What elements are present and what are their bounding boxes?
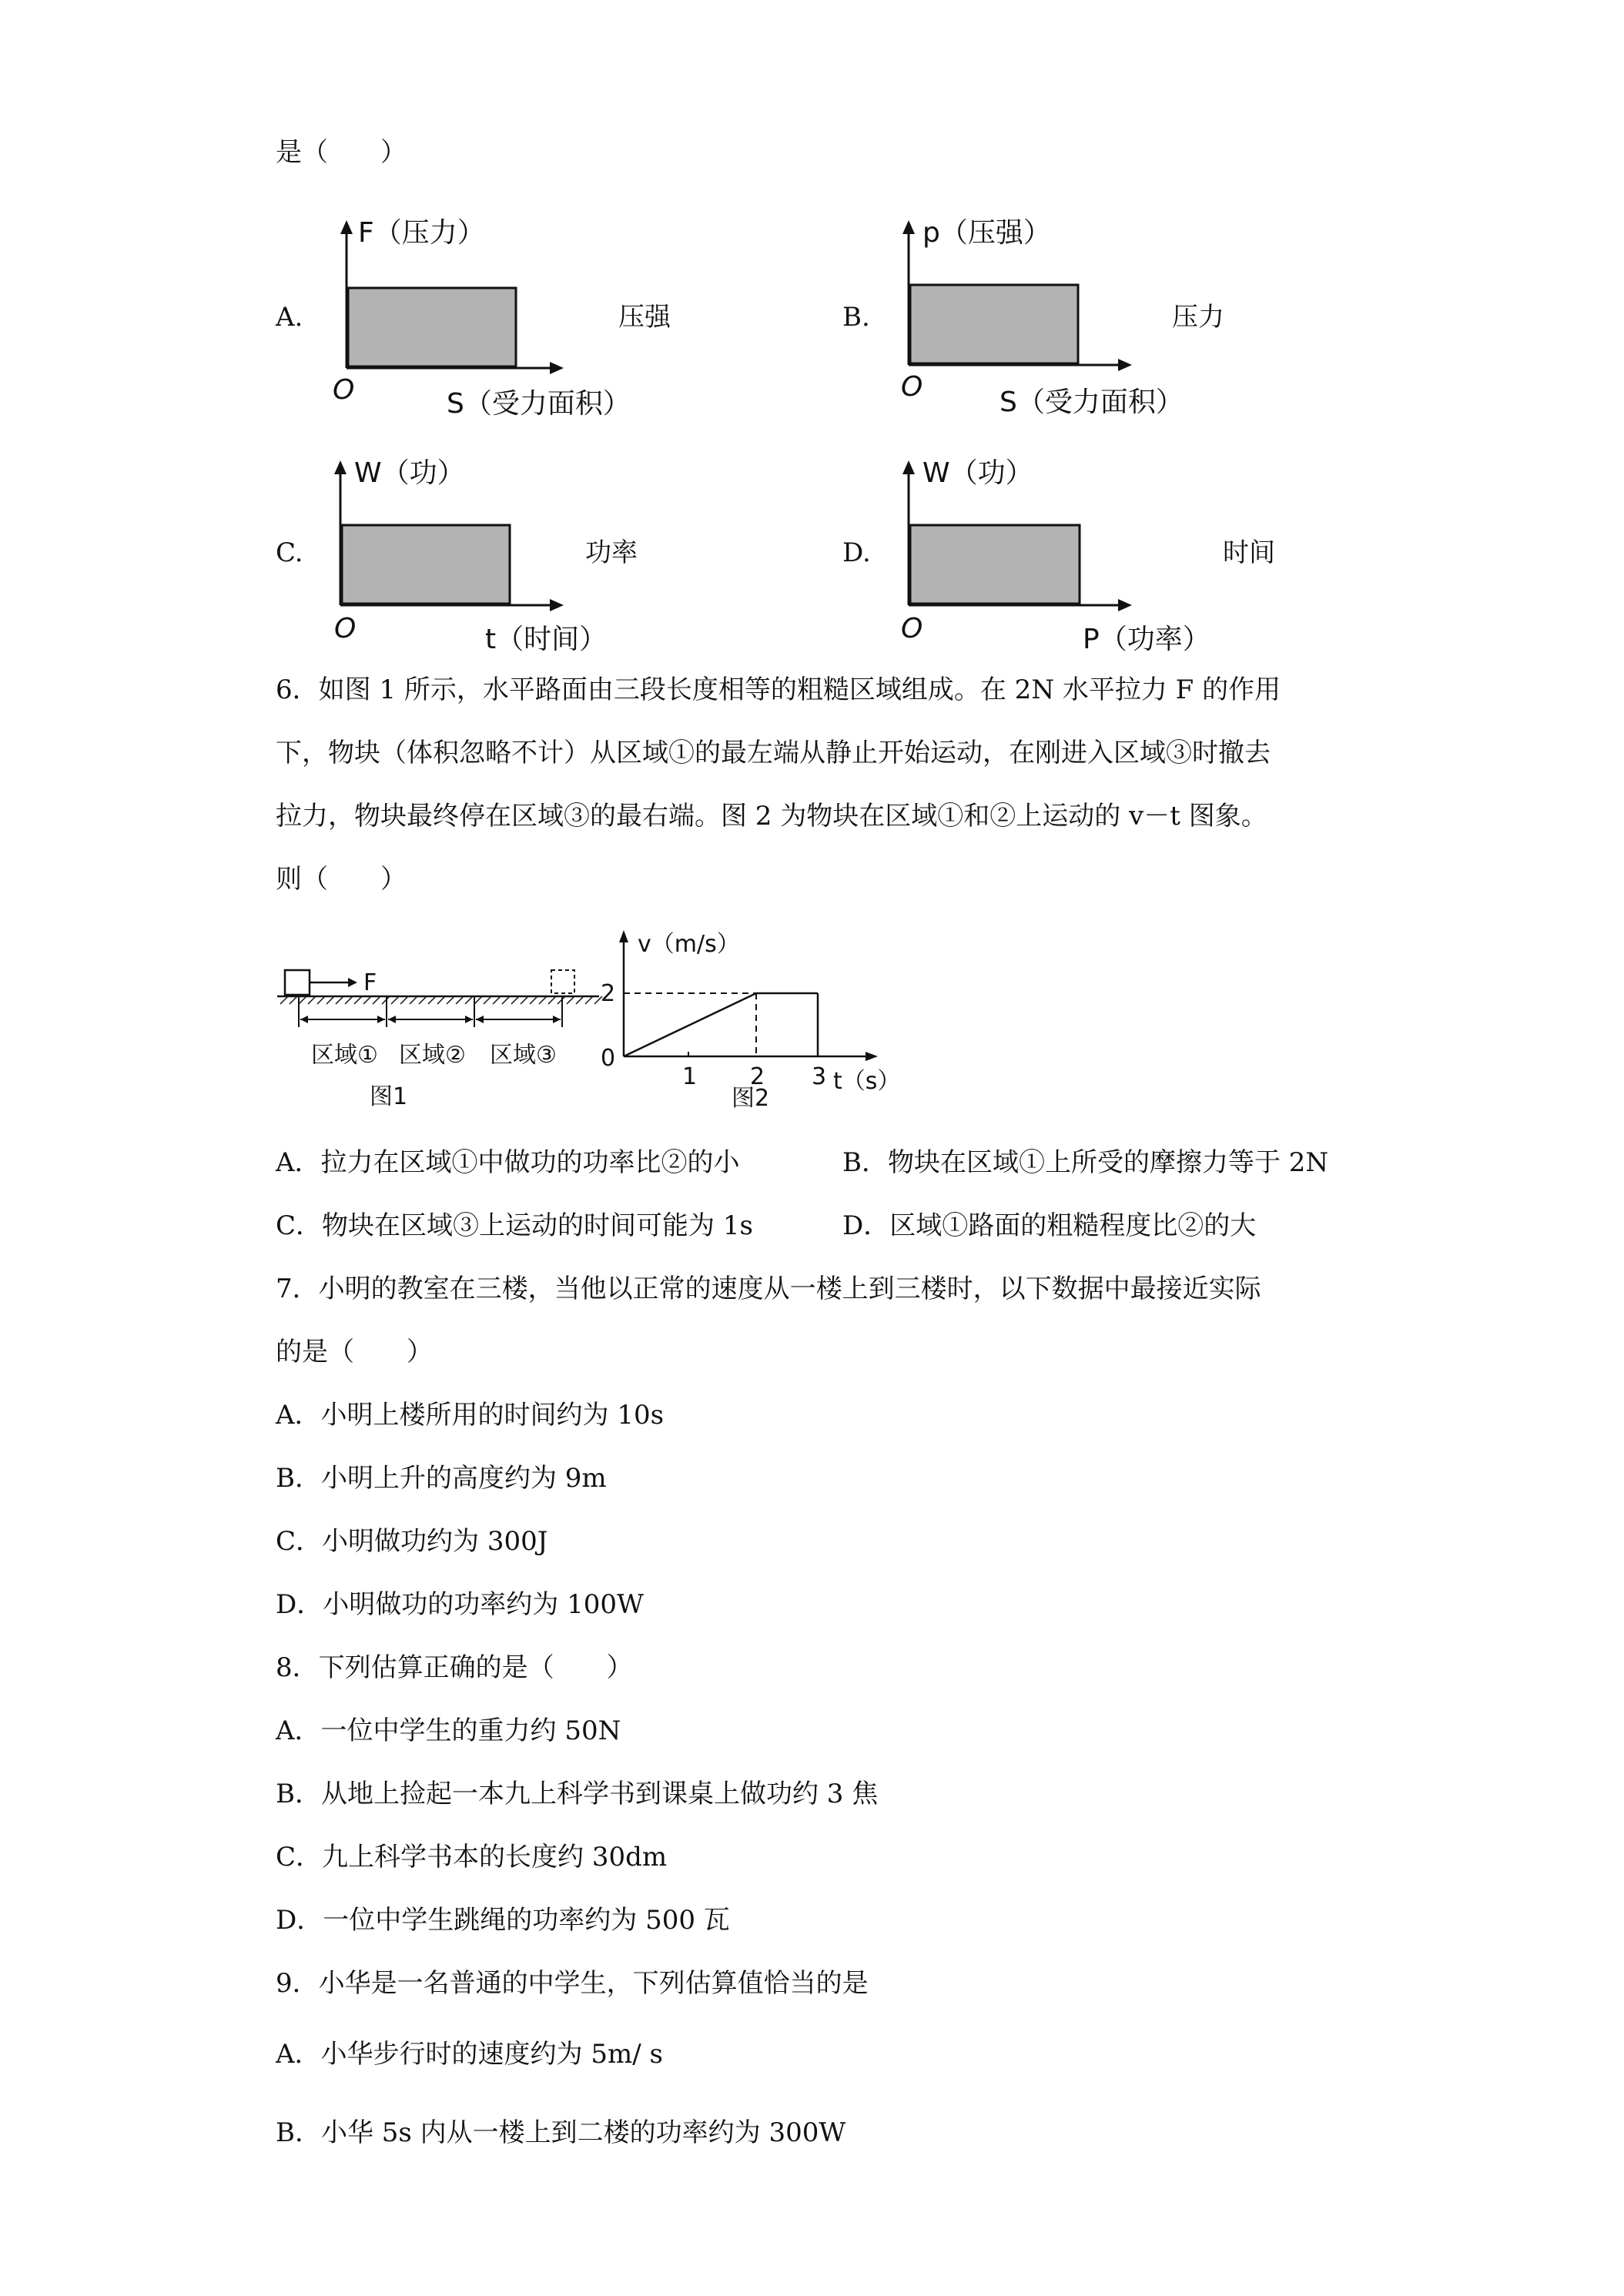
ground-hatch-line: [336, 996, 343, 1004]
q6-fig1-zone2: 区域②: [399, 1042, 466, 1069]
ground-hatch-line: [400, 996, 408, 1004]
ground-hatch-line: [345, 996, 353, 1004]
q9-option-b: B．小华 5s 内从一楼上到二楼的功率约为 300W: [276, 2117, 846, 2148]
ground-hatch-line: [548, 996, 556, 1004]
ground-hatch-line: [410, 996, 417, 1004]
q5-b-x-axis-label: S（受力面积）: [1000, 387, 1184, 418]
q8-option-d: D．一位中学生跳绳的功率约为 500 瓦: [276, 1905, 730, 1936]
q6-option-a: A．拉力在区域①中做功的功率比②的小: [276, 1147, 740, 1178]
ground-hatch-line: [465, 996, 473, 1004]
q8-option-a: A．一位中学生的重力约 50N: [276, 1715, 621, 1746]
q5-c-y-axis-label: W（功）: [354, 457, 465, 489]
q5-option-d-quantity: 时间: [1223, 537, 1275, 568]
q5-option-b-graph: [892, 214, 1200, 418]
ground-hatch-line: [539, 996, 547, 1004]
q6-figure2: [601, 924, 909, 1124]
q7-option-d: D．小明做功的功率约为 100W: [276, 1589, 644, 1620]
q6-stem-line3: 拉力，物块最终停在区域③的最右端。图 2 为物块在区域①和②上运动的 v－t 图象。: [276, 801, 1267, 832]
q6-figure1: [277, 966, 601, 1120]
ground-hatch-line: [585, 996, 593, 1004]
ground-hatch-line: [280, 996, 288, 1004]
q6-fig2-y-tick-2: 2: [601, 980, 616, 1007]
q5-option-d-graph: [892, 451, 1210, 655]
ground-hatch-line: [530, 996, 537, 1004]
ground-hatch-line: [502, 996, 510, 1004]
q5-option-a-graph: [323, 214, 631, 420]
q6-stem-line1: 6．如图 1 所示，水平路面由三段长度相等的粗糙区域组成。在 2N 水平拉力 F 的作用: [276, 674, 1281, 705]
q5-c-origin: O: [334, 613, 357, 644]
q5-option-c-quantity: 功率: [585, 537, 638, 568]
q5-option-b-quantity: 压力: [1172, 302, 1224, 333]
q6-fig2-x-axis-label: t（s）: [833, 1068, 901, 1095]
q6-fig2-y-axis-label: v（m/s）: [638, 931, 740, 958]
ground-hatch-line: [308, 996, 316, 1004]
ground-hatch-line: [447, 996, 454, 1004]
q6-fig2-x-tick-2: 2: [750, 1063, 765, 1090]
ground-hatch-line: [419, 996, 427, 1004]
q6-stem-line2: 下，物块（体积忽略不计）从区域①的最左端从静止开始运动，在刚进入区域③时撤去: [276, 738, 1271, 768]
ground-hatch-line: [317, 996, 325, 1004]
q8-option-b: B．从地上捡起一本九上科学书到课桌上做功约 3 焦: [276, 1779, 879, 1809]
ground-hatch-line: [391, 996, 399, 1004]
ground-hatch-line: [437, 996, 445, 1004]
ground-hatch-line: [428, 996, 436, 1004]
q6-option-d: D．区域①路面的粗糙程度比②的大: [842, 1210, 1257, 1241]
ground-hatch-line: [521, 996, 528, 1004]
ground-hatch-line: [326, 996, 334, 1004]
q8-option-c: C．九上科学书本的长度约 30dm: [276, 1842, 668, 1873]
ground-hatch-line: [456, 996, 464, 1004]
q5-option-a-letter: A.: [276, 302, 303, 333]
ground-hatch-line: [299, 996, 306, 1004]
q6-fig1-force-label: F: [363, 969, 377, 996]
ground-hatch-line: [567, 996, 574, 1004]
q7-stem-line1: 7．小明的教室在三楼，当他以正常的速度从一楼上到三楼时，以下数据中最接近实际: [276, 1274, 1261, 1304]
ground-hatch-line: [484, 996, 491, 1004]
q5-option-d-letter: D.: [842, 537, 871, 568]
q9-option-a: A．小华步行时的速度约为 5m/ s: [276, 2039, 663, 2070]
q5-a-y-axis-label: F（压力）: [358, 217, 485, 249]
ground-hatch-line: [474, 996, 482, 1004]
q5-option-c-letter: C.: [276, 537, 303, 568]
q7-option-b: B．小明上升的高度约为 9m: [276, 1463, 607, 1494]
q7-option-a: A．小明上楼所用的时间约为 10s: [276, 1400, 665, 1431]
q7-stem-line2: 的是（ ）: [276, 1337, 433, 1367]
q6-fig1-caption: 图1: [370, 1083, 408, 1110]
q6-option-b: B．物块在区域①上所受的摩擦力等于 2N: [842, 1147, 1329, 1178]
q9-stem: 9．小华是一名普通的中学生，下列估算值恰当的是: [276, 1968, 869, 1999]
q6-fig1-zone1: 区域①: [311, 1042, 378, 1069]
q5-stem-tail: 是（ ）: [276, 137, 407, 168]
q5-b-y-axis-label: p（压强）: [922, 217, 1051, 249]
q6-fig2-caption: 图2: [732, 1085, 770, 1112]
ground-hatch-line: [493, 996, 501, 1004]
ground-hatch-line: [511, 996, 519, 1004]
q6-stem-line4: 则（ ）: [276, 864, 407, 895]
ground-hatch-line: [354, 996, 362, 1004]
q5-option-b-letter: B.: [842, 302, 870, 333]
q5-d-x-axis-label: P（功率）: [1083, 624, 1210, 655]
q5-option-a-quantity: 压强: [618, 302, 671, 333]
q6-fig1-zone3: 区域③: [490, 1042, 557, 1069]
q5-a-origin: O: [333, 374, 355, 406]
q6-fig2-x-tick-1: 1: [682, 1063, 698, 1090]
ground-hatch-line: [290, 996, 297, 1004]
q6-option-c: C．物块在区域③上运动的时间可能为 1s: [276, 1210, 753, 1241]
ground-hatch-line: [363, 996, 371, 1004]
q5-d-y-axis-label: W（功）: [922, 457, 1033, 489]
ground-hatch-line: [576, 996, 584, 1004]
q7-option-c: C．小明做功约为 300J: [276, 1526, 548, 1557]
ground-hatch-line: [373, 996, 380, 1004]
q6-fig2-origin: 0: [601, 1045, 616, 1072]
q6-fig2-x-tick-3: 3: [812, 1063, 827, 1090]
q5-a-x-axis-label: S（受力面积）: [447, 388, 631, 420]
q8-stem: 8．下列估算正确的是（ ）: [276, 1652, 633, 1683]
q5-b-origin: O: [901, 371, 923, 403]
q5-d-origin: O: [901, 613, 923, 644]
q5-c-x-axis-label: t（时间）: [485, 624, 608, 655]
